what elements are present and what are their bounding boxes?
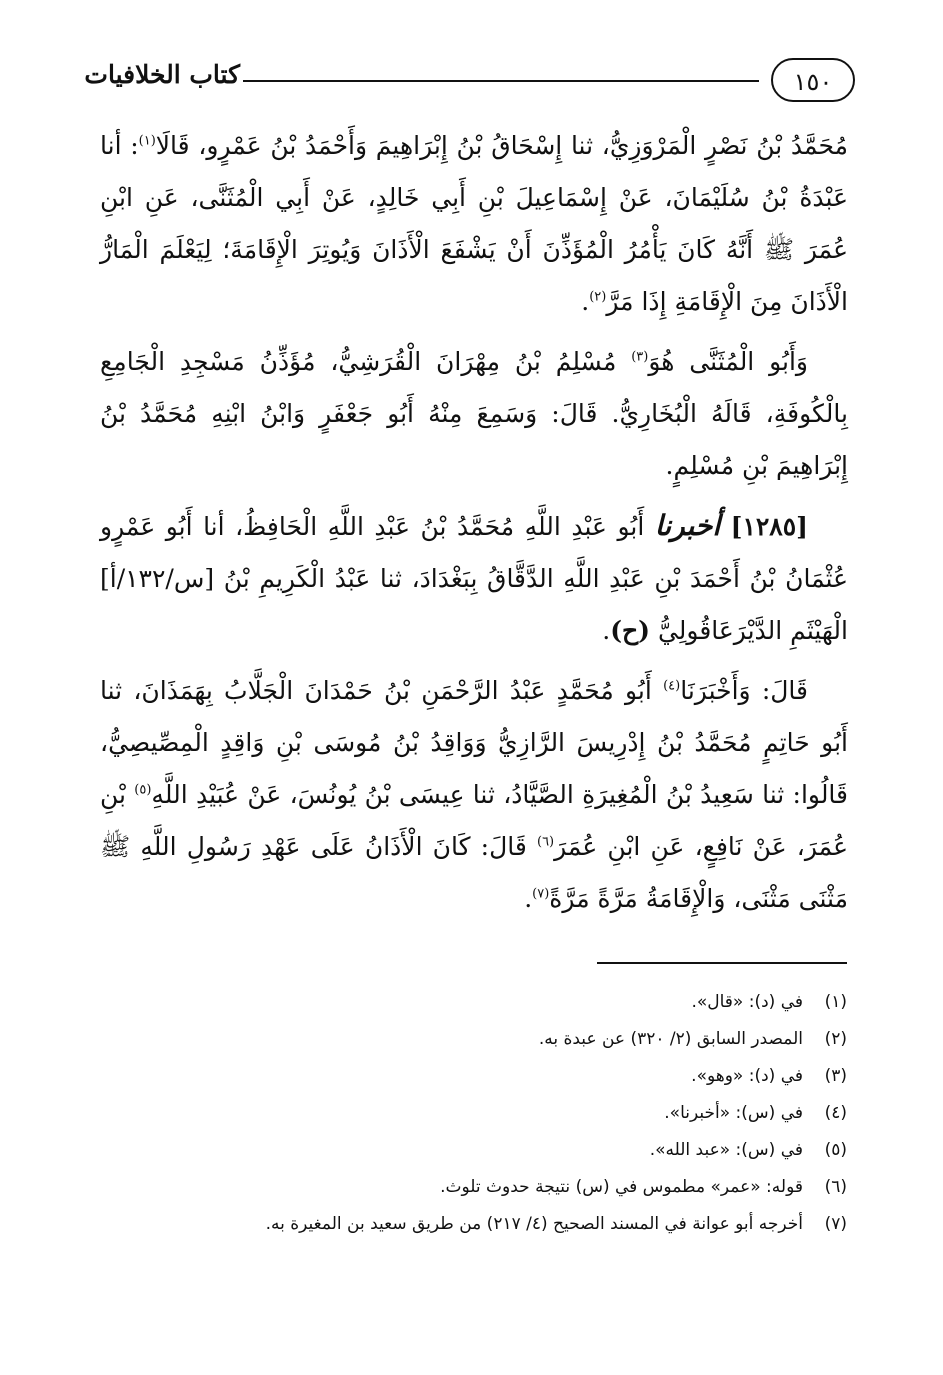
footnote-5 xyxy=(97,1132,847,1169)
footnote-number: (٣) xyxy=(824,1066,847,1086)
footnote-6 xyxy=(97,1169,847,1206)
footnote-number: (٦) xyxy=(824,1177,847,1197)
footnote-number: (٧) xyxy=(824,1214,847,1234)
footnote-ref-2[interactable]: (٢) xyxy=(589,289,607,305)
footnote-text: في (س): «عبد الله». xyxy=(649,1140,803,1160)
footnote-ref-7[interactable]: (٧) xyxy=(532,886,550,902)
page-number-badge xyxy=(771,58,855,102)
text-segment: بْنِ عُمَرَ، عَنْ نَافِعٍ، عَنِ ابْنِ عُمَرَ xyxy=(100,780,848,861)
footnote-number: (٢) xyxy=(824,1029,847,1049)
tahwil-mark: (ح) xyxy=(610,616,650,645)
footnote-number: (١) xyxy=(824,992,847,1012)
running-title: كتاب الخلافيات xyxy=(84,60,240,89)
footnote-2 xyxy=(97,1021,847,1058)
footnote-text: قوله: «عمر» مطموس في (س) نتيجة حدوث تلوث. xyxy=(440,1177,803,1197)
manuscript-ref: [س/١٣٢/أ] xyxy=(100,564,215,593)
paragraph-2 xyxy=(100,336,848,492)
footnote-text: أخرجه أبو عوانة في المسند الصحيح (٤/ ٢١٧) من طريق سعيد بن المغيرة به. xyxy=(265,1214,803,1234)
paragraph-4 xyxy=(100,665,848,925)
footnote-7 xyxy=(97,1206,847,1243)
footnote-ref-6[interactable]: (٦) xyxy=(536,834,555,850)
text-segment: الْهَيْثَمِ الدَّيْرَعَاقُولِيُّ xyxy=(650,616,848,645)
footnotes xyxy=(97,984,847,1243)
akhbarana-heading: أخبرنا xyxy=(654,509,721,542)
footnote-number: (٥) xyxy=(824,1140,847,1160)
text-segment: أَبُو عَبْدِ اللَّهِ مُحَمَّدُ بْنُ عَبْدِ اللَّهِ الْحَافِظُ، أنا أَبُو عَمْرٍو عُثْمَانُ بْنُ أَحْمَدَ بْنِ عَبْدِ اللَّهِ الدَّقَّاقُ بِبَغْدَادَ، ثنا عَبْدُ الْكَرِيمِ بْنُ xyxy=(100,512,848,593)
main-text xyxy=(100,120,848,933)
page-number: ١٥٠ xyxy=(793,68,833,96)
footnote-ref-3[interactable]: (٣) xyxy=(631,349,649,365)
footnote-ref-4[interactable]: (٤) xyxy=(663,678,681,694)
footnote-text: في (س): «أخبرنا». xyxy=(664,1103,803,1123)
footnote-ref-5[interactable]: (٥) xyxy=(134,782,152,798)
hadith-1285 xyxy=(100,500,848,657)
footnote-1 xyxy=(97,984,847,1021)
footnote-text: في (د): «قال». xyxy=(691,992,803,1012)
text-segment: مُحَمَّدُ بْنُ نَصْرٍ الْمَرْوَزِيُّ، ثنا إِسْحَاقُ بْنُ إِبْرَاهِيمَ وَأَحْمَدُ بْنُ عَمْرٍو، قَالَا xyxy=(155,131,848,160)
text-segment: وَأَبُو الْمُثَنَّى هُوَ xyxy=(648,347,808,376)
text-segment: . xyxy=(581,287,590,316)
paragraph-1 xyxy=(100,120,848,328)
text-segment: أَبُو مُحَمَّدٍ عَبْدُ الرَّحْمَنِ بْنُ حَمْدَانَ الْجَلَّابُ بِهَمَذَانَ، ثنا أَبُو حَاتِمٍ مُحَمَّدُ بْنُ إِدْرِيسَ الرَّازِيُّ وَوَاقِدُ بْنُ مُوسَى بْنِ وَاقِدٍ الْمِصِّيصِيُّ، قَالُوا: ثنا سَعِيدُ بْنُ الْمُغِيرَةِ الصَّيَّادُ، ثنا عِيسَى بْنُ يُونُسَ، عَنْ عُبَيْدِ اللَّهِ xyxy=(100,676,849,809)
text-segment: مُسْلِمُ بْنُ مِهْرَانَ الْقُرَشِيُّ، مُؤَذِّنُ مَسْجِدِ الْجَامِعِ بِالْكُوفَةِ، قَالَهُ الْبُخَارِيُّ. قَالَ: وَسَمِعَ مِنْهُ أَبُو جَعْفَرٍ وَابْنُ ابْنِهِ مُحَمَّدُ بْنُ إِبْرَاهِيمَ بْنِ مُسْلِمٍ. xyxy=(100,347,848,480)
footnote-ref-1[interactable]: (١) xyxy=(138,133,156,149)
footnote-3 xyxy=(97,1058,847,1095)
text-segment: . xyxy=(524,884,533,913)
text-segment: : أنا عَبْدَةُ بْنُ سُلَيْمَانَ، عَنْ إِسْمَاعِيلَ بْنِ أَبِي خَالِدٍ، عَنْ أَبِي الْمُثَنَّى، عَنِ ابْنِ عُمَرَ ﷺ أَنَّهُ كَانَ يَأْمُرُ الْمُؤَذِّنَ أَنْ يَشْفَعَ الْأَذَانَ وَيُوتِرَ الْإِقَامَةَ؛ لِيَعْلَمَ الْمَارُّ الْأَذَانَ مِنَ الْإِقَامَةِ إِذَا مَرَّ xyxy=(100,131,848,316)
page-header xyxy=(84,58,855,106)
text-segment: قَالَ: كَانَ الْأَذَانُ عَلَى عَهْدِ رَسُولِ اللَّهِ ﷺ مَثْنَى مَثْنَى، وَالْإِقَامَةُ مَرَّةً مَرَّةً xyxy=(100,832,848,913)
footnote-number: (٤) xyxy=(824,1103,847,1123)
footnote-text: في (د): «وهو». xyxy=(691,1066,803,1086)
footnote-separator xyxy=(597,962,847,964)
footnote-text: المصدر السابق (٢/ ٣٢٠) عن عبدة به. xyxy=(538,1029,803,1049)
text-segment: . xyxy=(602,616,611,645)
footnote-4 xyxy=(97,1095,847,1132)
header-rule xyxy=(243,80,759,82)
hadith-number: [١٢٨٥] xyxy=(730,512,809,541)
text-segment: قَالَ: وَأَخْبَرَنَا xyxy=(680,676,808,705)
